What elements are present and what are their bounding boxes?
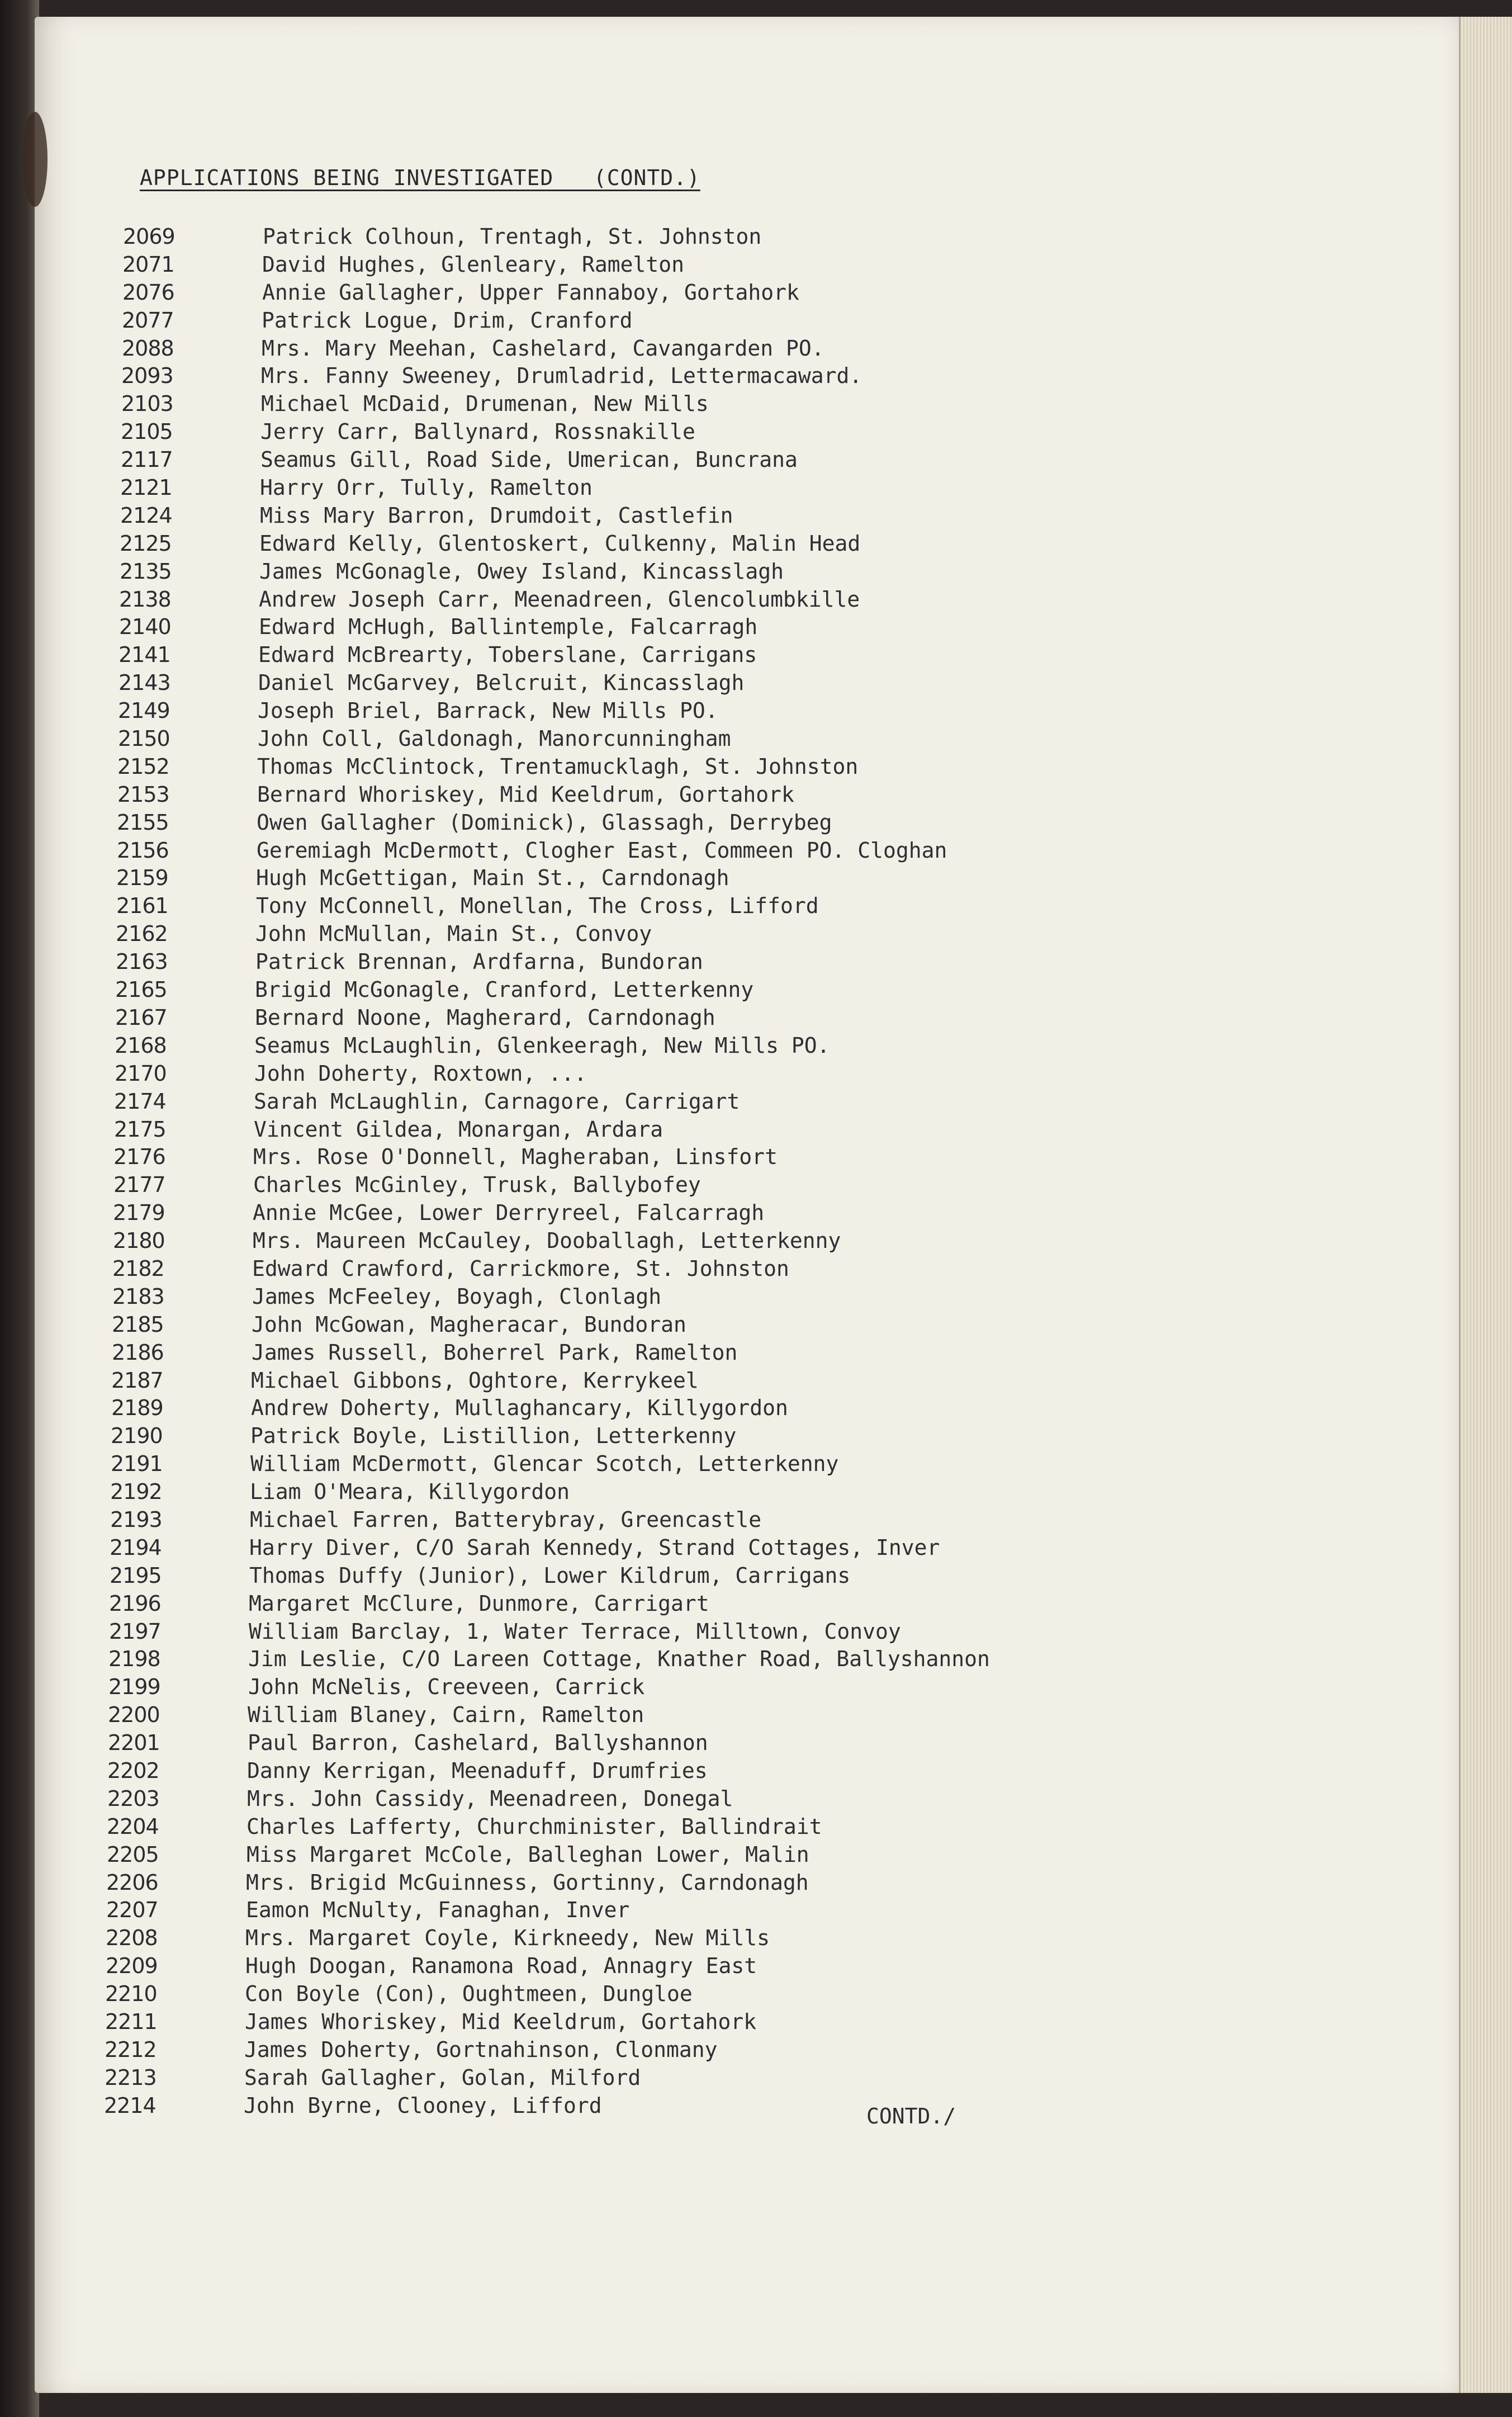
applicant-details: Michael Farren, Batterybray, Greencastle — [250, 1507, 762, 1532]
list-item — [120, 474, 1350, 502]
application-number: 2205 — [107, 1842, 159, 1867]
application-number: 2199 — [108, 1675, 160, 1700]
list-item — [113, 1143, 1343, 1171]
applicant-details: Vincent Gildea, Monargan, Ardara — [254, 1117, 663, 1142]
application-number: 2138 — [119, 586, 171, 612]
application-number: 2197 — [109, 1619, 161, 1644]
binding-mark — [22, 112, 48, 207]
application-number: 2155 — [117, 810, 169, 835]
list-item — [106, 1896, 1336, 1924]
application-number: 2088 — [122, 335, 174, 361]
applicant-details: William Blaney, Cairn, Ramelton — [248, 1702, 644, 1728]
applicant-details: John McMullan, Main St., Convoy — [255, 921, 652, 947]
application-number: 2175 — [114, 1117, 166, 1142]
applicant-details: Michael Gibbons, Oghtore, Kerrykeel — [251, 1368, 699, 1393]
list-item — [115, 1059, 1344, 1087]
application-number: 2150 — [118, 726, 170, 751]
list-item — [104, 2092, 1334, 2120]
application-number: 2103 — [121, 391, 173, 417]
applications-list — [104, 223, 1353, 2120]
list-item — [122, 250, 1352, 278]
list-item — [105, 2064, 1334, 2092]
applicant-details: Patrick Brennan, Ardfarna, Bundoran — [255, 949, 703, 975]
application-number: 2141 — [119, 642, 170, 668]
applicant-details: Geremiagh McDermott, Clogher East, Commeen PO. Cloghan — [257, 838, 947, 863]
list-item — [122, 306, 1352, 334]
application-number: 2176 — [113, 1144, 165, 1170]
applicant-details: Brigid McGonagle, Cranford, Letterkenny — [255, 977, 754, 1002]
applicant-details: Patrick Logue, Drim, Cranford — [262, 308, 633, 333]
page-stack-edge — [1459, 17, 1512, 2393]
applicant-details: James McFeeley, Boyagh, Clonlagh — [252, 1284, 662, 1309]
applicant-details: Hugh Doogan, Ranamona Road, Annagry East — [245, 1954, 757, 1979]
applicant-details: Mrs. Mary Meehan, Cashelard, Cavangarden PO. — [262, 335, 824, 361]
application-number: 2105 — [121, 419, 173, 444]
application-number: 2093 — [121, 363, 173, 389]
list-item — [108, 1645, 1338, 1673]
applicant-details: Edward Crawford, Carrickmore, St. Johnston — [252, 1256, 789, 1281]
list-item — [105, 2008, 1335, 2036]
applicant-details: Michael McDaid, Drumenan, New Mills — [261, 391, 709, 417]
application-number: 2211 — [105, 2009, 157, 2034]
list-item — [121, 418, 1350, 446]
applicant-details: Bernard Noone, Magherard, Carndonagh — [255, 1005, 715, 1030]
list-item — [113, 1171, 1343, 1199]
list-item — [110, 1534, 1339, 1562]
application-number: 2156 — [117, 838, 169, 863]
list-item — [116, 920, 1345, 948]
list-item — [111, 1450, 1340, 1478]
list-item — [110, 1478, 1340, 1506]
list-item — [105, 1980, 1335, 2008]
list-item — [111, 1422, 1340, 1450]
list-item — [108, 1729, 1338, 1757]
list-item — [107, 1785, 1337, 1813]
list-item — [115, 976, 1345, 1004]
list-item — [116, 864, 1346, 892]
list-item — [107, 1841, 1336, 1869]
application-number: 2153 — [117, 782, 169, 807]
list-item — [122, 334, 1352, 362]
list-item — [119, 585, 1349, 613]
applicant-details: James Doherty, Gortnahinson, Clonmany — [244, 2037, 718, 2062]
list-item — [112, 1283, 1342, 1311]
list-item — [115, 1032, 1344, 1059]
application-number: 2194 — [110, 1535, 162, 1560]
list-item — [112, 1311, 1342, 1338]
applicant-details: Patrick Boyle, Listillion, Letterkenny — [250, 1423, 737, 1449]
applicant-details: Mrs. Maureen McCauley, Dooballagh, Letterkenny — [253, 1228, 841, 1254]
applicant-details: James Whoriskey, Mid Keeldrum, Gortahork — [245, 2009, 757, 2034]
application-number: 2179 — [113, 1200, 165, 1226]
list-item — [106, 1869, 1336, 1896]
application-number: 2121 — [120, 475, 172, 500]
list-item — [116, 892, 1346, 920]
list-item — [105, 2036, 1334, 2064]
application-number: 2077 — [122, 308, 174, 333]
applicant-details: Miss Mary Barron, Drumdoit, Castlefin — [260, 503, 733, 528]
application-number: 2163 — [116, 949, 168, 975]
list-item — [118, 697, 1348, 725]
list-item — [107, 1757, 1337, 1785]
list-item — [120, 502, 1350, 529]
applicant-details: William McDermott, Glencar Scotch, Letterkenny — [250, 1451, 839, 1477]
list-item — [119, 641, 1348, 669]
application-number: 2162 — [116, 921, 168, 947]
applicant-details: Edward McHugh, Ballintemple, Falcarragh — [259, 614, 758, 640]
application-number: 2186 — [112, 1340, 164, 1365]
application-number: 2207 — [106, 1898, 158, 1923]
application-number: 2069 — [123, 224, 175, 249]
application-number: 2152 — [117, 754, 169, 779]
applicant-details: Patrick Colhoun, Trentagh, St. Johnston — [263, 224, 762, 249]
application-number: 2196 — [109, 1591, 161, 1616]
applicant-details: Con Boyle (Con), Oughtmeen, Dungloe — [245, 1981, 693, 2007]
application-number: 2189 — [111, 1396, 163, 1421]
list-item — [108, 1673, 1338, 1701]
list-item — [115, 1004, 1345, 1032]
applicant-details: Harry Diver, C/O Sarah Kennedy, Strand Cottages, Inver — [249, 1535, 940, 1560]
applicant-details: Mrs. Brigid McGuinness, Gortinny, Carndonagh — [246, 1870, 809, 1895]
applicant-details: Hugh McGettigan, Main St., Carndonagh — [256, 865, 729, 891]
applicant-details: Jim Leslie, C/O Lareen Cottage, Knather Road, Ballyshannon — [248, 1647, 990, 1672]
list-item — [114, 1087, 1344, 1115]
applicant-details: Bernard Whoriskey, Mid Keeldrum, Gortahork — [257, 782, 794, 807]
list-item — [114, 1115, 1344, 1143]
application-number: 2185 — [112, 1312, 164, 1337]
list-item — [117, 836, 1347, 864]
applicant-details: Mrs. Fanny Sweeney, Drumladrid, Lettermacaward. — [261, 363, 862, 389]
application-number: 2125 — [120, 531, 172, 556]
continued-marker: CONTD./ — [866, 2104, 956, 2129]
applicant-details: Owen Gallagher (Dominick), Glassagh, Derrybeg — [257, 810, 832, 835]
application-number: 2149 — [118, 698, 170, 723]
page-heading: APPLICATIONS BEING INVESTIGATED (CONTD.) — [140, 165, 700, 190]
application-number: 2161 — [116, 893, 168, 919]
list-item — [120, 557, 1349, 585]
list-item — [107, 1813, 1336, 1841]
application-number: 2168 — [115, 1033, 167, 1058]
list-item — [119, 613, 1349, 641]
applicant-details: Annie Gallagher, Upper Fannaboy, Gortahork — [262, 280, 799, 305]
list-item — [121, 446, 1350, 474]
list-item — [123, 223, 1353, 250]
application-number: 2165 — [115, 977, 167, 1002]
application-number: 2193 — [110, 1507, 162, 1532]
applicant-details: John Byrne, Clooney, Lifford — [244, 2093, 602, 2118]
application-number: 2208 — [106, 1926, 158, 1951]
list-item — [106, 1924, 1335, 1952]
list-item — [118, 725, 1348, 753]
applicant-details: Charles Lafferty, Churchminister, Ballindrait — [247, 1814, 822, 1839]
list-item — [108, 1701, 1338, 1729]
applicant-details: Andrew Joseph Carr, Meenadreen, Glencolumbkille — [259, 586, 860, 612]
applicant-details: James Russell, Boherrel Park, Ramelton — [252, 1340, 738, 1365]
applicant-details: Thomas McClintock, Trentamucklagh, St. Johnston — [257, 754, 859, 779]
applicant-details: Andrew Doherty, Mullaghancary, Killygordon — [251, 1396, 788, 1421]
applicant-details: David Hughes, Glenleary, Ramelton — [262, 252, 684, 277]
applicant-details: James McGonagle, Owey Island, Kincasslagh — [259, 559, 784, 584]
list-item — [109, 1617, 1339, 1645]
application-number: 2159 — [116, 865, 168, 891]
applicant-details: Danny Kerrigan, Meenaduff, Drumfries — [247, 1758, 708, 1783]
list-item — [116, 948, 1345, 976]
application-number: 2182 — [112, 1256, 164, 1281]
applicant-details: Sarah McLaughlin, Carnagore, Carrigart — [254, 1089, 740, 1114]
applicant-details: Margaret McClure, Dunmore, Carrigart — [249, 1591, 709, 1616]
application-number: 2071 — [122, 252, 174, 277]
applicant-details: John Coll, Galdonagh, Manorcunningham — [258, 726, 731, 751]
application-number: 2195 — [110, 1563, 162, 1588]
application-number: 2140 — [119, 614, 171, 640]
application-number: 2209 — [106, 1954, 158, 1979]
applicant-details: Daniel McGarvey, Belcruit, Kincasslagh — [258, 670, 745, 696]
book-spine-left — [0, 0, 39, 2417]
list-item — [121, 362, 1351, 390]
application-number: 2214 — [104, 2093, 156, 2118]
list-item — [110, 1562, 1339, 1590]
list-item — [119, 669, 1348, 697]
applicant-details: Mrs. John Cassidy, Meenadreen, Donegal — [247, 1786, 733, 1811]
application-number: 2206 — [106, 1870, 158, 1895]
application-number: 2177 — [113, 1172, 165, 1198]
applicant-details: Seamus McLaughlin, Glenkeeragh, New Mills PO. — [254, 1033, 830, 1058]
application-number: 2210 — [105, 1981, 157, 2007]
application-number: 2200 — [108, 1702, 160, 1728]
applicant-details: Thomas Duffy (Junior), Lower Kildrum, Carrigans — [249, 1563, 851, 1588]
application-number: 2213 — [105, 2065, 157, 2090]
applicant-details: Eamon McNulty, Fanaghan, Inver — [246, 1898, 630, 1923]
applicant-details: Edward Kelly, Glentoskert, Culkenny, Malin Head — [259, 531, 861, 556]
application-number: 2124 — [120, 503, 172, 528]
list-item — [111, 1366, 1341, 1394]
application-number: 2180 — [113, 1228, 165, 1254]
application-number: 2190 — [111, 1423, 163, 1449]
application-number: 2212 — [105, 2037, 157, 2062]
list-item — [117, 753, 1347, 781]
applicant-details: John Doherty, Roxtown, ... — [254, 1061, 587, 1086]
list-item — [113, 1227, 1343, 1255]
application-number: 2076 — [122, 280, 174, 305]
applicant-details: John McGowan, Magheracar, Bundoran — [252, 1312, 686, 1337]
application-number: 2204 — [107, 1814, 159, 1839]
application-number: 2187 — [111, 1368, 163, 1393]
applicant-details: Sarah Gallagher, Golan, Milford — [244, 2065, 641, 2090]
list-item — [109, 1590, 1339, 1617]
applicant-details: Paul Barron, Cashelard, Ballyshannon — [248, 1730, 708, 1756]
list-item — [112, 1338, 1342, 1366]
application-number: 2135 — [120, 559, 172, 584]
list-item — [112, 1255, 1342, 1283]
application-number: 2192 — [110, 1479, 162, 1505]
application-number: 2167 — [115, 1005, 167, 1030]
list-item — [117, 781, 1347, 808]
applicant-details: Miss Margaret McCole, Balleghan Lower, Malin — [247, 1842, 809, 1867]
list-item — [106, 1952, 1335, 1980]
application-number: 2170 — [115, 1061, 167, 1086]
list-item — [113, 1199, 1343, 1227]
applicant-details: Edward McBrearty, Toberslane, Carrigans — [258, 642, 757, 668]
list-item — [117, 808, 1347, 836]
application-number: 2117 — [121, 447, 173, 472]
applicant-details: Liam O'Meara, Killygordon — [250, 1479, 570, 1505]
list-item — [122, 278, 1352, 306]
applicant-details: Mrs. Rose O'Donnell, Magheraban, Linsfort — [253, 1144, 778, 1170]
applicant-details: Tony McConnell, Monellan, The Cross, Lifford — [256, 893, 819, 919]
applicant-details: Charles McGinley, Trusk, Ballybofey — [253, 1172, 701, 1198]
applicant-details: Seamus Gill, Road Side, Umerican, Buncrana — [260, 447, 798, 472]
application-number: 2201 — [108, 1730, 160, 1756]
application-number: 2183 — [112, 1284, 164, 1309]
applicant-details: Harry Orr, Tully, Ramelton — [260, 475, 593, 500]
applicant-details: Joseph Briel, Barrack, New Mills PO. — [258, 698, 718, 723]
applicant-details: Jerry Carr, Ballynard, Rossnakille — [260, 419, 695, 444]
list-item — [121, 390, 1351, 418]
applicant-details: John McNelis, Creeveen, Carrick — [248, 1675, 645, 1700]
application-number: 2191 — [111, 1451, 163, 1477]
list-item — [120, 529, 1349, 557]
application-number: 2203 — [107, 1786, 159, 1811]
applicant-details: William Barclay, 1, Water Terrace, Milltown, Convoy — [249, 1619, 901, 1644]
application-number: 2202 — [107, 1758, 159, 1783]
application-number: 2174 — [114, 1089, 166, 1114]
list-item — [110, 1506, 1340, 1534]
applicant-details: Annie McGee, Lower Derryreel, Falcarragh — [253, 1200, 765, 1226]
application-number: 2143 — [119, 670, 170, 696]
list-item — [111, 1394, 1341, 1422]
applicant-details: Mrs. Margaret Coyle, Kirkneedy, New Mills — [245, 1926, 770, 1951]
application-number: 2198 — [108, 1647, 160, 1672]
